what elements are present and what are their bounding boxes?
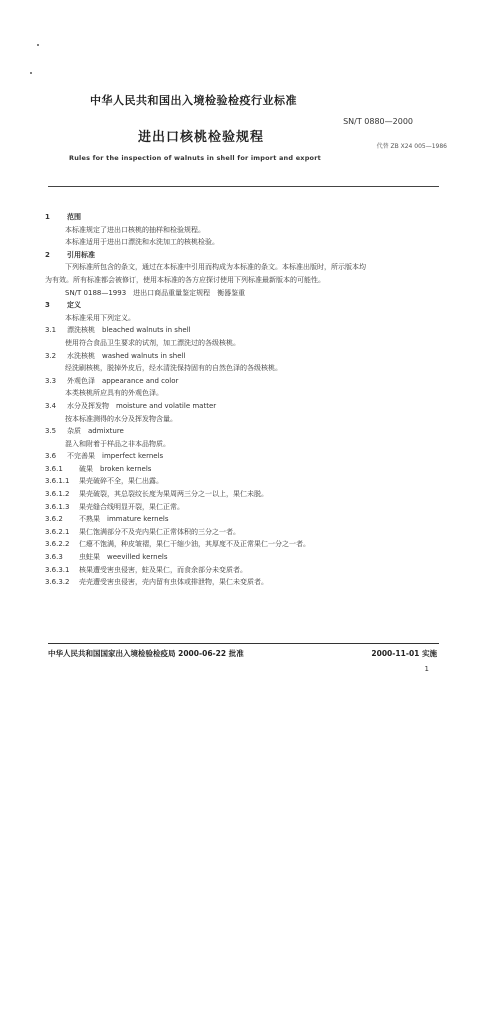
replaces-note: 代替 ZB X24 005—1986 <box>376 143 447 150</box>
text-line <box>45 526 445 539</box>
clause-text: 本类核桃所应具有的外观色泽。 <box>65 389 163 398</box>
text-line <box>45 425 445 438</box>
clause-number: 3.6.3 <box>45 553 63 562</box>
text-line <box>45 564 445 577</box>
clause-text: 引用标准 <box>67 250 95 259</box>
text-line <box>45 513 445 526</box>
clause-text: 不完善果 imperfect kernels <box>67 452 164 461</box>
clause-number: 2 <box>45 250 50 259</box>
clause-text: 核果遭受害虫侵害，蛀及果仁，而食余部分未变质者。 <box>79 565 247 574</box>
clause-number: 3.6.1.3 <box>45 502 70 511</box>
clause-text: SN/T 0188—1993 进出口商品重量鉴定规程 衡器鉴重 <box>65 288 246 297</box>
clause-number: 3.6.2.2 <box>45 540 70 549</box>
clause-text: 为有效。所有标准都会被修订，使用本标准的各方应探讨使用下列标准最新版本的可能性。 <box>45 275 325 284</box>
clause-number: 3.6 <box>45 452 57 461</box>
clause-text: 本标准采用下列定义。 <box>65 313 135 322</box>
clause-text: 定义 <box>67 301 81 310</box>
text-line <box>45 387 445 400</box>
effective-date: 2000-11-01 实施 <box>371 649 437 658</box>
clause-number: 3.6.1 <box>45 464 63 473</box>
section-heading <box>45 299 445 312</box>
clause-text: 水分及挥发物 moisture and volatile matter <box>67 401 217 410</box>
clause-text: 经洗刷核桃，脱掉外皮后，经水清洗保持固有的自然色泽的各级核桃。 <box>65 364 282 373</box>
document-title: 进出口核桃检验规程 <box>138 130 265 145</box>
text-line <box>45 400 445 413</box>
footer-rule <box>48 643 439 644</box>
standard-code: SN/T 0880—2000 <box>343 117 413 126</box>
text-line <box>45 576 445 589</box>
clause-text: 混入和附着于样品之非本品物质。 <box>65 439 170 448</box>
clause-text: 仁瘪不饱满，种皮皱褶，果仁干缩少油，其厚度不及正常果仁一分之一者。 <box>79 540 310 549</box>
text-line <box>45 350 445 363</box>
clause-text: 不熟果 immature kernels <box>79 515 169 524</box>
document-body <box>45 211 445 589</box>
text-line <box>45 312 445 325</box>
clause-text: 虫蛀果 weevilled kernels <box>79 553 168 562</box>
text-line <box>45 438 445 451</box>
header-rule <box>48 186 439 187</box>
approval-line: 中华人民共和国国家出入境检验检疫局 2000-06-22 批准 <box>48 649 244 658</box>
text-line <box>45 236 445 249</box>
text-line <box>45 375 445 388</box>
clause-number: 3 <box>45 301 50 310</box>
clause-text: 果壳缝合线明显开裂，果仁正常。 <box>79 502 184 511</box>
clause-text: 果壳破裂，其总裂纹长度为果周两三分之一以上，果仁未脱。 <box>79 490 268 499</box>
text-line <box>45 463 445 476</box>
text-line <box>45 337 445 350</box>
clause-text: 杂质 admixture <box>67 427 124 436</box>
section-heading <box>45 211 445 224</box>
clause-number: 3.3 <box>45 376 57 385</box>
clause-text: 下列标准所包含的条文，通过在本标准中引用而构成为本标准的条文。本标准出版时，所示版本均 <box>65 263 366 272</box>
text-line <box>45 261 445 274</box>
text-line <box>45 538 445 551</box>
clause-number: 3.6.3.1 <box>45 565 70 574</box>
text-line <box>45 551 445 564</box>
text-line <box>45 501 445 514</box>
page-number: 1 <box>424 665 429 673</box>
clause-text: 使用符合食品卫生要求的试剂，加工漂洗过的各级核桃。 <box>65 338 240 347</box>
clause-number: 3.2 <box>45 351 57 360</box>
text-line <box>45 475 445 488</box>
scan-speck <box>37 44 39 46</box>
clause-number: 3.6.2 <box>45 515 63 524</box>
clause-text: 范围 <box>67 213 81 221</box>
clause-text: 本标准规定了进出口核桃的抽样和检验规程。 <box>65 225 205 234</box>
clause-text: 水洗核桃 washed walnuts in shell <box>67 351 186 360</box>
english-title: Rules for the inspection of walnuts in shell for import and export <box>69 154 321 162</box>
text-line <box>45 413 445 426</box>
text-line <box>45 450 445 463</box>
clause-text: 果仁饱满部分不及壳内果仁正常体积的三分之一者。 <box>79 527 240 536</box>
text-line <box>45 224 445 237</box>
clause-text: 果壳破碎不全，果仁出露。 <box>79 477 163 486</box>
text-line <box>45 274 445 287</box>
text-line <box>45 287 445 300</box>
issuing-body-title: 中华人民共和国出入境检验检疫行业标准 <box>90 94 297 107</box>
clause-number: 3.6.1.2 <box>45 490 70 499</box>
clause-number: 1 <box>45 213 50 221</box>
section-heading <box>45 249 445 262</box>
clause-text: 破果 broken kernels <box>79 464 152 473</box>
clause-number: 3.4 <box>45 401 57 410</box>
clause-number: 3.1 <box>45 326 57 335</box>
scan-speck <box>30 72 32 74</box>
clause-number: 3.6.2.1 <box>45 527 70 536</box>
text-line <box>45 488 445 501</box>
clause-number: 3.6.1.1 <box>45 477 70 486</box>
clause-text: 外观色泽 appearance and color <box>67 376 179 385</box>
clause-text: 壳壳遭受害虫侵害，壳内留有虫体或排泄物，果仁未变质者。 <box>79 578 268 587</box>
clause-text: 漂洗核桃 bleached walnuts in shell <box>67 326 191 335</box>
text-line <box>45 324 445 337</box>
clause-text: 按本标准测得的水分及挥发物含量。 <box>65 414 177 423</box>
text-line <box>45 362 445 375</box>
clause-number: 3.6.3.2 <box>45 578 70 587</box>
clause-text: 本标准适用于进出口漂洗和水洗加工的核桃检验。 <box>65 238 219 247</box>
clause-number: 3.5 <box>45 427 57 436</box>
